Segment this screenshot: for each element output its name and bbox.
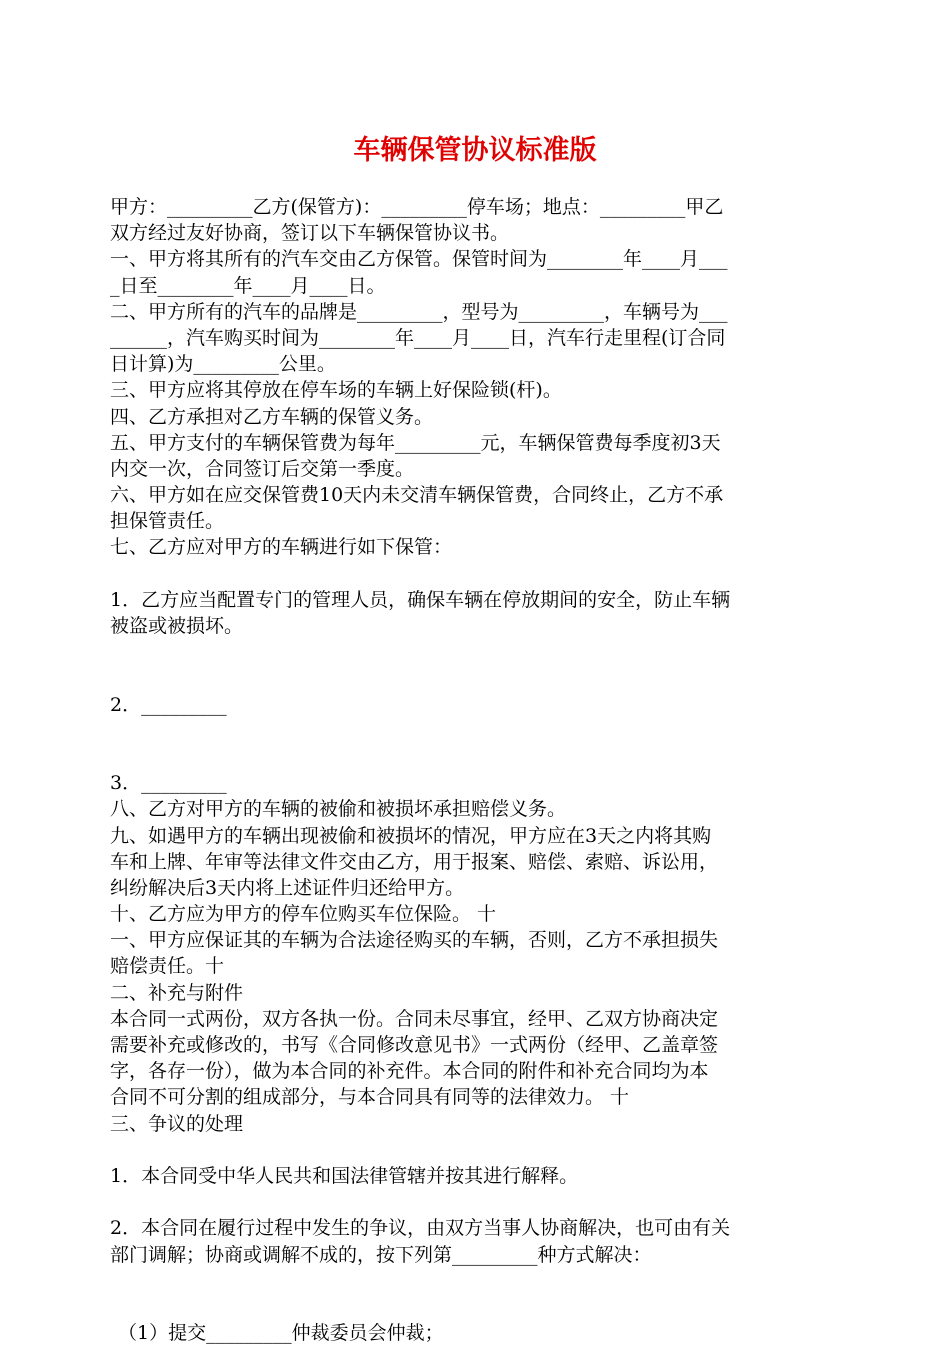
document-line: 赔偿责任。十 xyxy=(110,955,225,978)
document-line: 3．_________ xyxy=(110,772,227,795)
document-line: 十、乙方应为甲方的停车位购买车位保险。 十 xyxy=(110,903,497,926)
document-line: 被盗或被损坏。 xyxy=(110,615,244,637)
blank-line xyxy=(110,744,842,770)
document-line: 九、如遇甲方的车辆出现被偷和被损坏的情况，甲方应在3天之内将其购 xyxy=(110,824,712,847)
blank-line xyxy=(110,1189,842,1215)
document-line: 合同不可分割的组成部分，与本合同具有同等的法律效力。 十 xyxy=(110,1086,630,1109)
document-line: 需要补充或修改的，书写《合同修改意见书》一式两份（经甲、乙盖章签 xyxy=(110,1034,719,1056)
blank-line xyxy=(110,1268,842,1294)
document-line: 八、乙方对甲方的车辆的被偷和被损坏承担赔偿义务。 xyxy=(110,798,567,821)
blank-line xyxy=(110,561,842,587)
blank-line xyxy=(110,665,842,691)
blank-line xyxy=(110,639,842,665)
document-line: 内交一次，合同签订后交第一季度。 xyxy=(110,457,415,480)
document-line: 双方经过友好协商，签订以下车辆保管协议书。 xyxy=(110,222,510,245)
document-line: 纠纷解决后3天内将上述证件归还给甲方。 xyxy=(110,876,465,899)
blank-line xyxy=(110,1294,842,1320)
document-line: 五、甲方支付的车辆保管费为每年_________元，车辆保管费每季度初3天 xyxy=(110,431,721,454)
document-line: 本合同一式两份，双方各执一份。合同未尽事宜，经甲、乙双方协商决定 xyxy=(110,1007,719,1030)
blank-line xyxy=(110,718,842,744)
document-line: 六、甲方如在应交保管费10天内未交清车辆保管费，合同终止，乙方不承 xyxy=(110,484,724,507)
blank-line xyxy=(110,1137,842,1163)
document-line: 三、争议的处理 xyxy=(110,1112,244,1135)
document-line: 2．本合同在履行过程中发生的争议，由双方当事人协商解决，也可由有关 xyxy=(110,1217,731,1240)
document-line: 七、乙方应对甲方的车辆进行如下保管： xyxy=(110,536,453,559)
document-line: 部门调解；协商或调解不成的，按下列第_________种方式解决： xyxy=(110,1243,652,1266)
document-line: 三、甲方应将其停放在停车场的车辆上好保险锁(杆)。 xyxy=(110,379,562,402)
document-line: 一、甲方将其所有的汽车交由乙方保管。保管时间为________年____月___ xyxy=(110,248,728,271)
document-line: 字，各存一份），做为本合同的补充件。本合同的附件和补充合同均为本 xyxy=(110,1060,709,1083)
document-line: 担保管责任。 xyxy=(110,510,225,533)
document-line: 二、甲方所有的汽车的品牌是_________，型号为_________，车辆号为___ xyxy=(110,300,728,323)
document-line: 甲方：_________乙方(保管方)：_________停车场；地点：_________甲乙 xyxy=(110,196,724,218)
document-line: 二、补充与附件 xyxy=(110,981,244,1004)
document-line: _日至________年____月____日。 xyxy=(110,274,386,297)
document-line: 车和上牌、年审等法律文件交由乙方，用于报案、赔偿、索赔、诉讼用， xyxy=(110,850,719,873)
document-line: 2．_________ xyxy=(110,693,227,716)
document-line: ______，汽车购买时间为________年____月____日，汽车行走里程(订合同 xyxy=(110,326,726,349)
document-line: 1．本合同受中华人民共和国法律管辖并按其进行解释。 xyxy=(110,1164,579,1187)
document-line: （1）提交_________仲裁委员会仲裁； xyxy=(118,1322,444,1345)
document-body xyxy=(110,194,842,1346)
document-line: 一、甲方应保证其的车辆为合法途径购买的车辆，否则，乙方不承担损失 xyxy=(110,929,719,952)
document-line: 日计算)为_________公里。 xyxy=(110,353,336,376)
document-line: 四、乙方承担对乙方车辆的保管义务。 xyxy=(110,405,434,428)
document-line: 1．乙方应当配置专门的管理人员，确保车辆在停放期间的安全，防止车辆 xyxy=(110,588,731,611)
document-title: 车辆保管协议标准版 xyxy=(353,135,597,166)
